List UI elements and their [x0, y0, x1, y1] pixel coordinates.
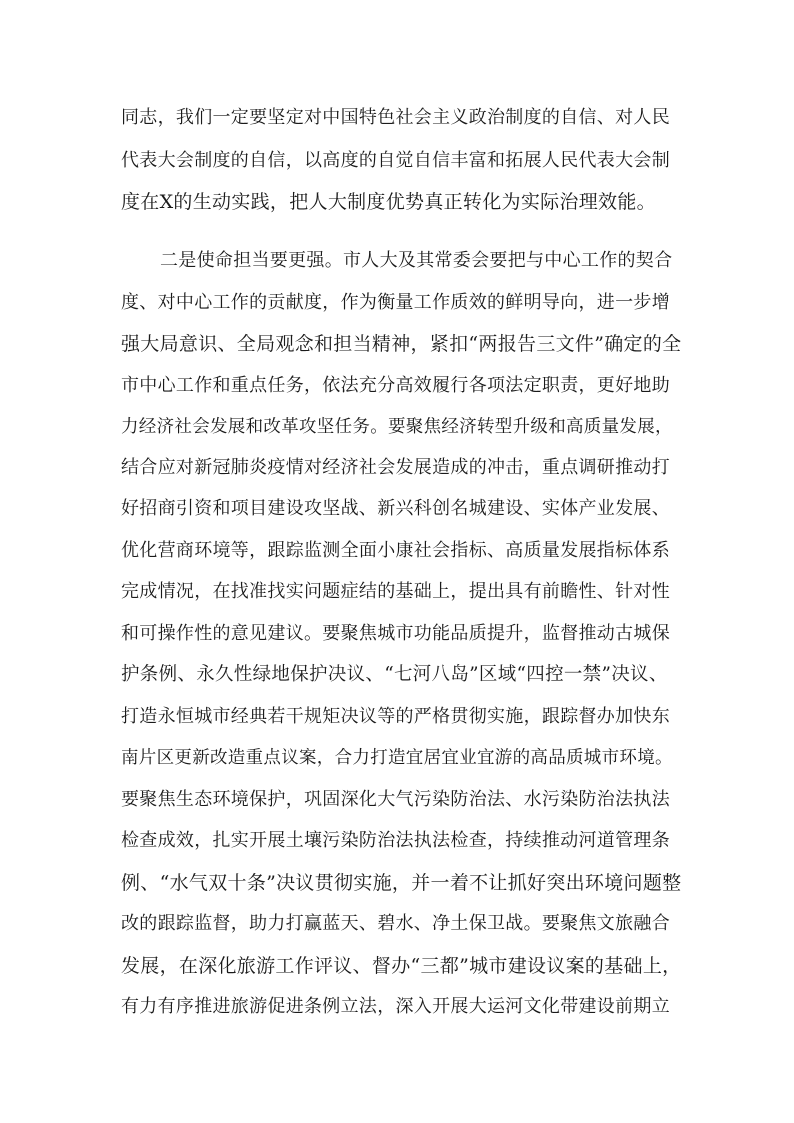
paragraph-2-line-18: 发展，在深化旅游工作评议、督办“三都”城市建设议案的基础上， [121, 955, 682, 977]
paragraph-1-line-2: 代表大会制度的自信，以高度的自觉自信丰富和拓展人民代表大会制 [121, 150, 670, 171]
paragraph-2-line-15: 检查成效，扎实开展土壤污染防治法执法检查，持续推动河道管理条 [121, 830, 670, 851]
paragraph-1-line-3: 度在X的生动实践，把人大制度优势真正转化为实际治理效能。 [121, 191, 656, 213]
paragraph-2-line-7: 好招商引资和项目建设攻坚战、新兴科创名城建设、实体产业发展、 [121, 498, 670, 519]
paragraph-2-line-1: 二是使命担当要更强。市人大及其常委会要把与中心工作的契合 [160, 250, 673, 271]
paragraph-2-line-2: 度、对中心工作的贡献度，作为衡量工作质效的鲜明导向，进一步增 [121, 292, 670, 313]
paragraph-2-line-5: 力经济社会发展和改革攻坚任务。要聚焦经济转型升级和高质量发展， [121, 417, 673, 437]
paragraph-2-line-8: 优化营商环境等，跟踪监测全面小康社会指标、高质量发展指标体系 [121, 540, 670, 561]
paragraph-2-line-6: 结合应对新冠肺炎疫情对经济社会发展造成的冲击，重点调研推动打 [121, 457, 670, 478]
paragraph-2-line-16: 例、“水气双十条”决议贯彻实施，并一着不让抓好突出环境问题整 [121, 872, 682, 894]
paragraph-2-line-9: 完成情况，在找准找实问题症结的基础上，提出具有前瞻性、针对性 [121, 581, 670, 602]
paragraph-1-line-1: 同志，我们一定要坚定对中国特色社会主义政治制度的自信、对人民 [121, 107, 670, 128]
paragraph-2-line-4: 市中心工作和重点任务，依法充分高效履行各项法定职责，更好地助 [121, 375, 670, 396]
paragraph-2-line-11: 护条例、永久性绿地保护决议、“七河八岛”区域“四控一禁”决议、 [121, 664, 668, 685]
paragraph-2-line-13: 南片区更新改造重点议案，合力打造宜居宜业宜游的高品质城市环境。 [121, 748, 673, 768]
paragraph-2-line-14: 要聚焦生态环境保护，巩固深化大气污染防治法、水污染防治法执法 [121, 789, 670, 810]
paragraph-2-line-19: 有力有序推进旅游促进条例立法，深入开展大运河文化带建设前期立 [121, 996, 670, 1017]
paragraph-2-line-10: 和可操作性的意见建议。要聚焦城市功能品质提升，监督推动古城保 [121, 623, 670, 644]
paragraph-2-line-17: 改的跟踪监督，助力打赢蓝天、碧水、净土保卫战。要聚焦文旅融合 [121, 913, 670, 934]
paragraph-2-line-3: 强大局意识、全局观念和担当精神，紧扣“两报告三文件”确定的全 [121, 333, 682, 355]
paragraph-2-line-12: 打造永恒城市经典若干规矩决议等的严格贯彻实施，跟踪督办加快东 [121, 706, 670, 727]
